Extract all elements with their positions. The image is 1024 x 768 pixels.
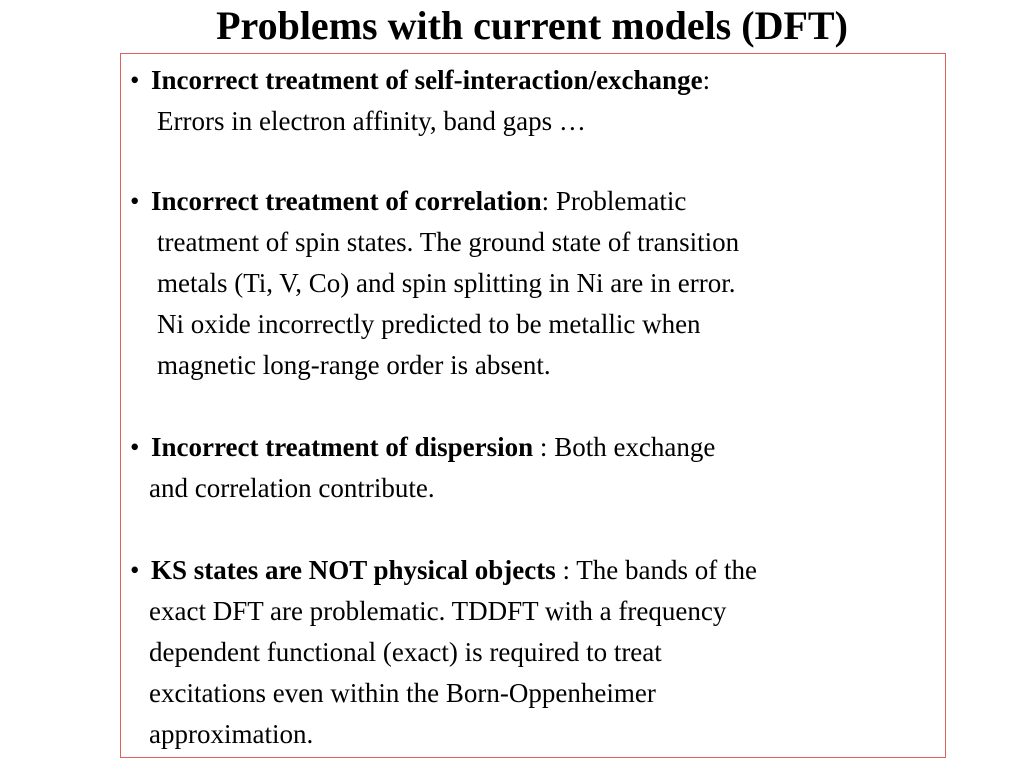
- bullet-marker: •: [130, 432, 140, 462]
- bullet-item-ks-states: [130, 550, 757, 755]
- bullet-item-correlation: [130, 181, 739, 386]
- bullet-continuation-line: excitations even within the Born-Oppenheimer: [149, 678, 656, 708]
- bullet-first-line: [130, 550, 757, 591]
- bullet-first-line: [130, 181, 739, 222]
- bullet-continuation-line: metals (Ti, V, Co) and spin splitting in Ni are in error.: [157, 268, 736, 298]
- bullet-continuation-line: treatment of spin states. The ground state of transition: [157, 227, 740, 257]
- bullet-continuation-line: and correlation contribute.: [149, 473, 435, 503]
- bullet-item-dispersion: [130, 427, 715, 509]
- bullet-separator: :: [555, 555, 571, 585]
- bullet-item-self-interaction: [130, 60, 710, 142]
- bullet-marker: •: [130, 555, 140, 585]
- bullet-text: Problematic: [549, 186, 687, 216]
- bullet-first-line: [130, 427, 715, 468]
- bullet-heading: Incorrect treatment of self-interaction/exchange: [151, 65, 703, 95]
- bullet-separator: :: [541, 186, 550, 216]
- bullet-continuation-line: approximation.: [149, 719, 314, 749]
- slide-title: Problems with current models (DFT): [216, 3, 848, 48]
- bullet-continuation-line: dependent functional (exact) is required to treat: [149, 637, 662, 667]
- bullet-heading: Incorrect treatment of correlation: [151, 186, 542, 216]
- content-box: [120, 53, 946, 758]
- bullet-continuation-line: exact DFT are problematic. TDDFT with a frequency: [149, 596, 727, 626]
- bullet-continuation-line: Errors in electron affinity, band gaps …: [157, 106, 586, 136]
- bullet-text: The bands of the: [570, 555, 757, 585]
- bullet-continuation-line: magnetic long-range order is absent.: [157, 350, 551, 380]
- bullet-first-line: [130, 60, 710, 101]
- bullet-heading: Incorrect treatment of dispersion: [151, 432, 534, 462]
- bullet-heading: KS states are NOT physical objects: [151, 555, 556, 585]
- bullet-separator: :: [702, 65, 711, 95]
- bullet-text: Both exchange: [547, 432, 716, 462]
- bullet-marker: •: [130, 186, 140, 216]
- bullet-separator: :: [533, 432, 548, 462]
- bullet-continuation-line: Ni oxide incorrectly predicted to be metallic when: [157, 309, 701, 339]
- bullet-marker: •: [130, 65, 140, 95]
